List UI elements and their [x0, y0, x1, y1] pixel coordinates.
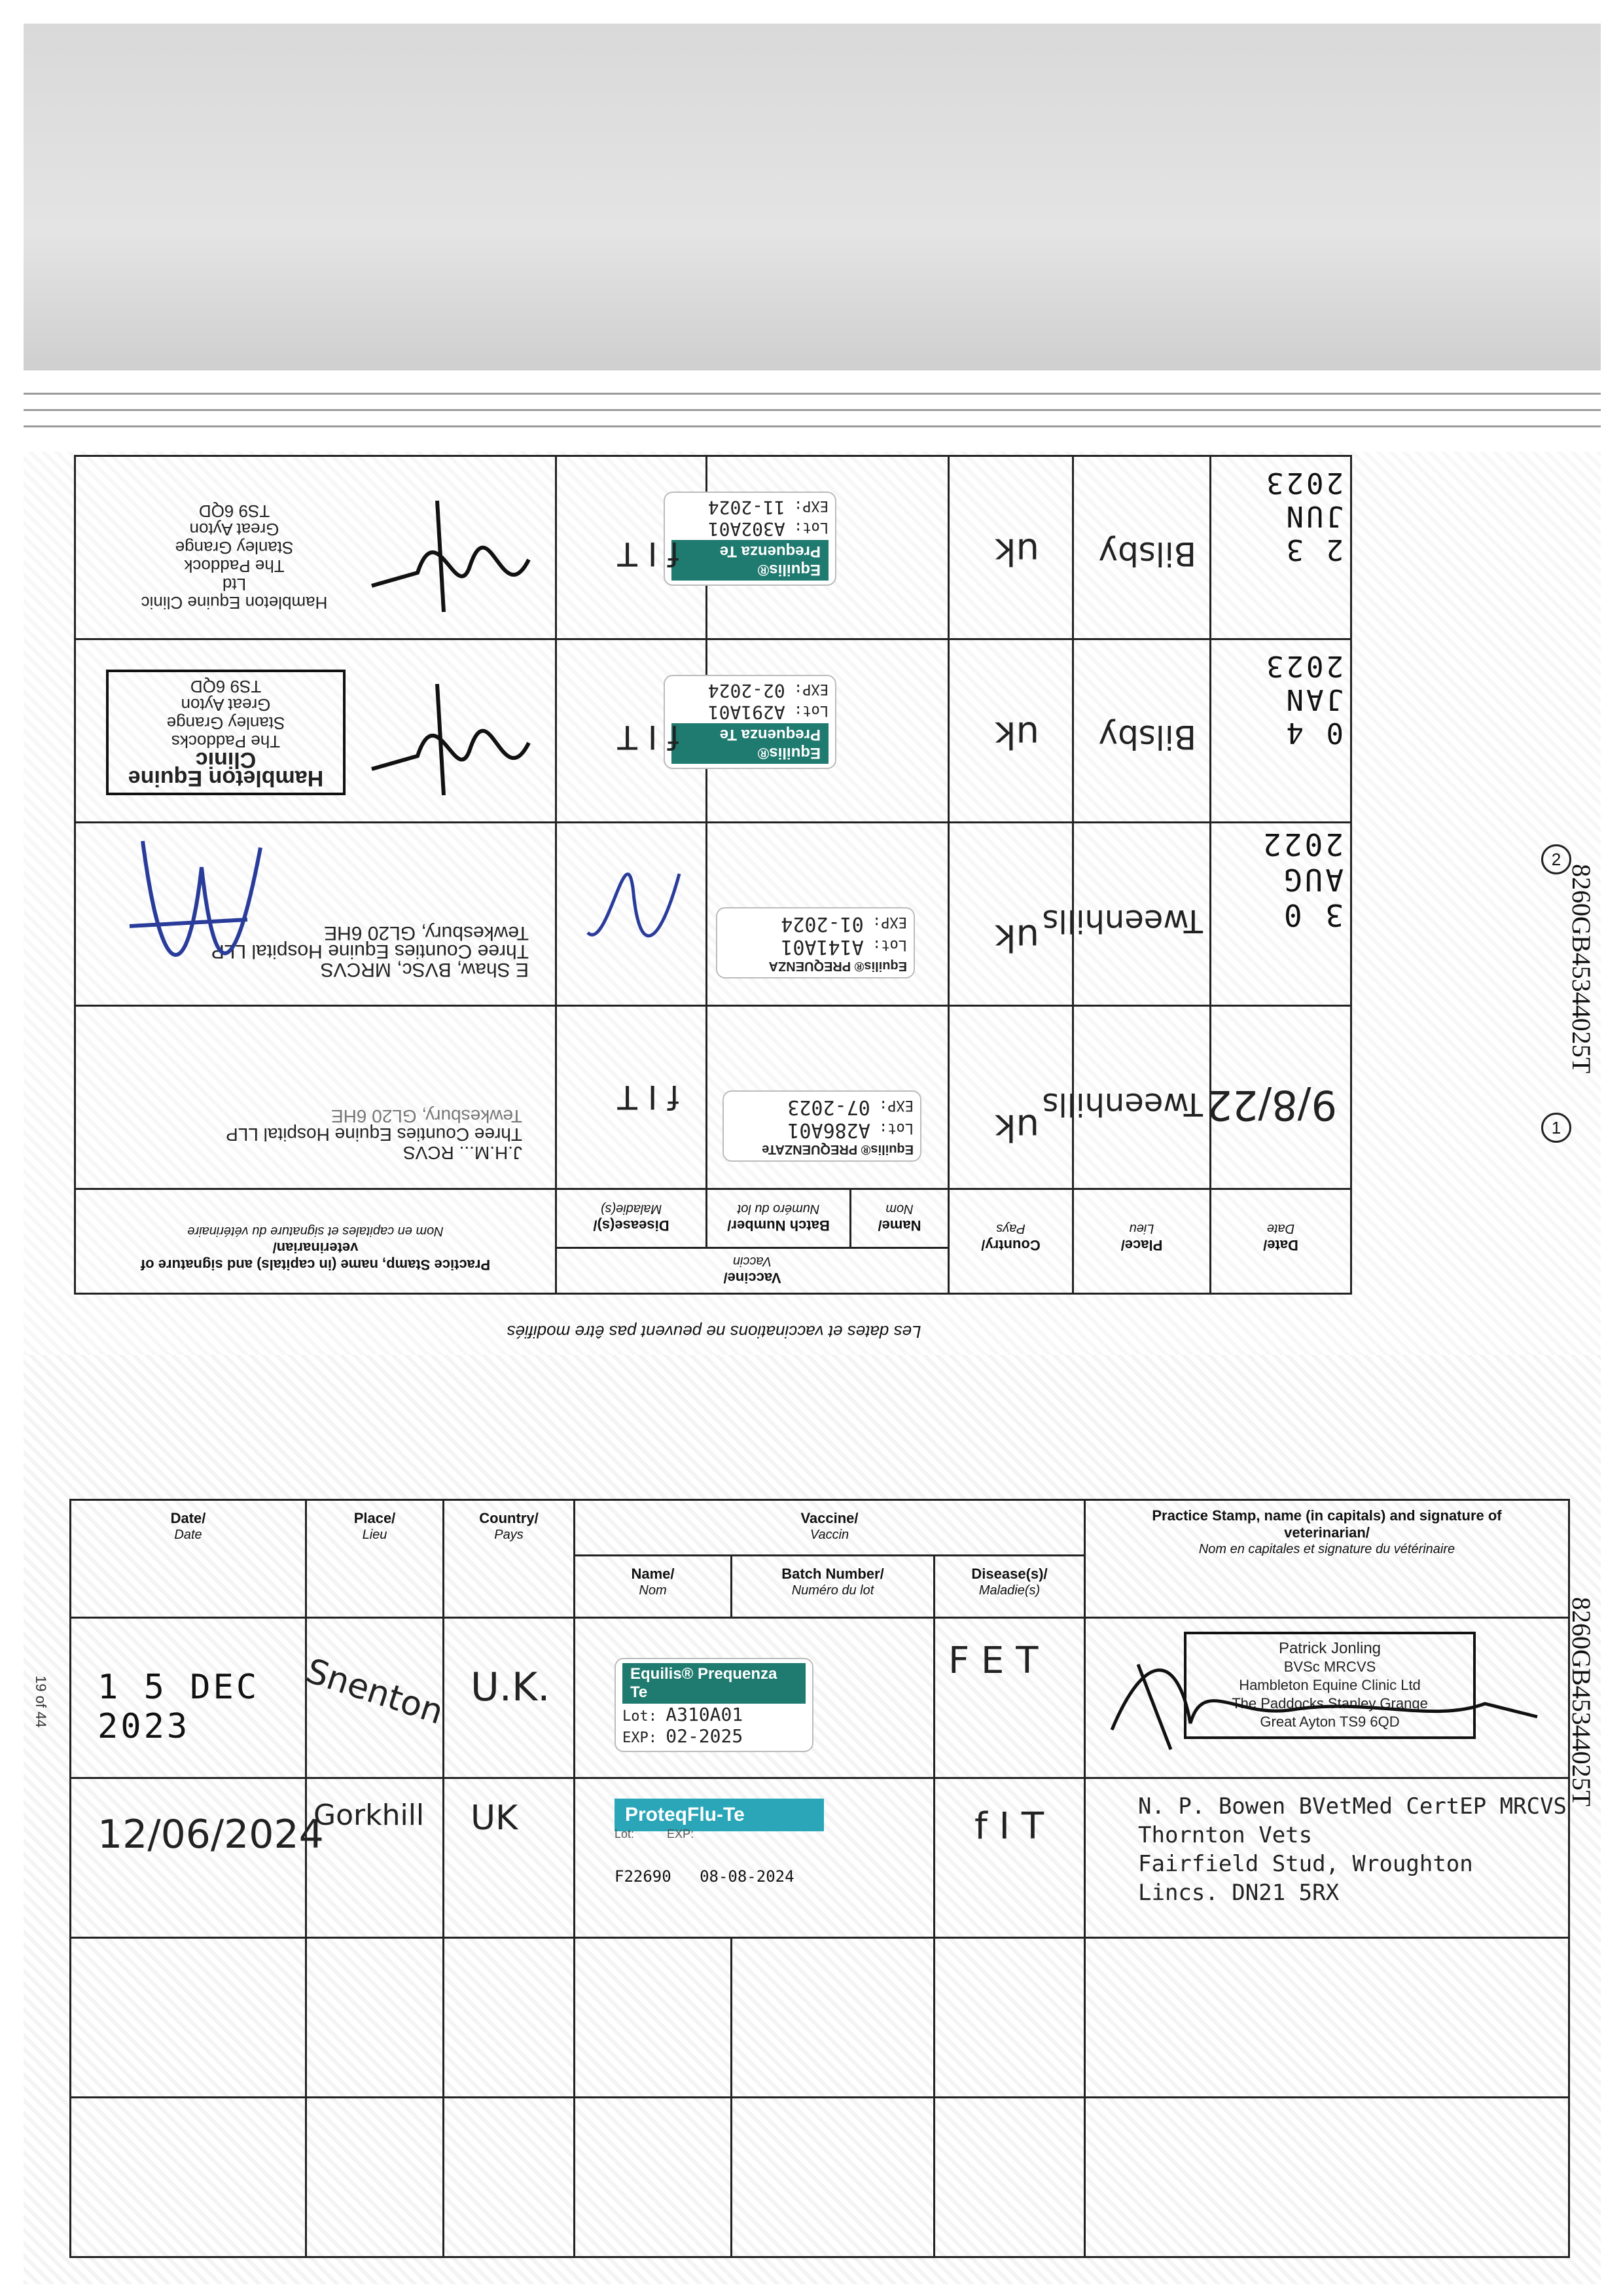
signature — [359, 677, 542, 808]
place-cell[interactable] — [306, 2097, 444, 2257]
header-vaccine: Vaccine/ Vaccin — [575, 1500, 1085, 1556]
stamp-cell — [75, 1006, 556, 1189]
circled-mark-2: 2 — [1541, 844, 1571, 874]
document-id-upper: 8260GB45344025T — [1567, 864, 1596, 1073]
signature — [359, 494, 542, 625]
signature — [1092, 1625, 1563, 1756]
date-cell: 0 4 JAN 2023 — [1211, 639, 1351, 823]
vaccine-cell — [707, 1006, 949, 1189]
name-cell[interactable] — [575, 2097, 732, 2257]
header-batch: Batch Number/ Numéro du lot — [707, 1189, 851, 1248]
table-row — [75, 1006, 1351, 1189]
stamp-cell — [75, 639, 556, 823]
vaccine-cell — [575, 1618, 935, 1778]
page-edge — [24, 393, 1601, 395]
header-name: Name/ Nom — [851, 1189, 949, 1248]
vaccine-sticker: Equilis® PREQUENZATe Lot: A286A01 EXP: 07-2023 — [722, 1090, 921, 1162]
place-cell: Snenton — [306, 1618, 444, 1778]
page-edge — [24, 425, 1601, 427]
vaccine-sticker: Equilis® Prequenza Te Lot: A302A01 EXP: 11-2024 — [664, 492, 836, 586]
batch-cell[interactable] — [732, 1937, 935, 2097]
country-cell[interactable] — [444, 1937, 575, 2097]
page-edge — [24, 409, 1601, 411]
vaccine-sticker: ProteqFlu-Te Lot: EXP: F22690 08-08-2024 — [615, 1799, 824, 1886]
header-vaccine: Vaccine/ Vaccin — [556, 1248, 949, 1294]
place-cell: Bilsby — [1073, 639, 1211, 823]
date-cell[interactable] — [71, 2097, 306, 2257]
vaccine-sticker: Equilis® PREQUENZA Lot: A141A01 EXP: 01-2024 — [716, 907, 915, 978]
country-cell: uk — [949, 823, 1073, 1006]
place-cell: Tweenhills — [1073, 823, 1211, 1006]
place-cell[interactable] — [306, 1937, 444, 2097]
table-row — [71, 1778, 1569, 1937]
stamp-cell — [1085, 1618, 1569, 1778]
table-row — [75, 639, 1351, 823]
country-cell: UK — [444, 1778, 575, 1937]
header-stamp: Practice Stamp, name (in capitals) and signature of veterinarian/ Nom en capitales et signature du vétérinaire — [75, 1189, 556, 1294]
vet-stamp: N. P. Bowen BVetMed CertEP MRCVS Thornton Vets Fairfield Stud, Wroughton Lincs. DN21 5RX — [1138, 1793, 1567, 1906]
lower-passport-page — [24, 1355, 1601, 2284]
upper-passport-page — [24, 452, 1601, 1355]
country-cell: uk — [949, 639, 1073, 823]
date-cell[interactable] — [71, 1937, 306, 2097]
disease-cell: f I T — [556, 456, 707, 639]
name-cell[interactable] — [575, 1937, 732, 2097]
stamp-cell — [75, 823, 556, 1006]
table-row — [75, 823, 1351, 1006]
table-row — [71, 1618, 1569, 1778]
vet-stamp: E Shaw, BVSc, MRCVS Three Counties Equine Hospital LLP Tewkesbury, GL20 6HE — [211, 922, 529, 980]
stamp-cell — [75, 456, 556, 639]
vet-stamp: Hambleton Equine Clinic The Paddocks Stanley Grange Great Ayton TS9 6QD — [106, 670, 346, 795]
vaccine-cell — [707, 639, 949, 823]
disease-cell[interactable] — [935, 2097, 1085, 2257]
vaccine-sticker: Equilis® Prequenza Te Lot: A310A01 EXP: 02-2025 — [615, 1658, 813, 1752]
circled-mark-1: 1 — [1541, 1113, 1571, 1143]
vaccine-cell — [707, 456, 949, 639]
disease-cell: f I T — [556, 1006, 707, 1189]
header-disease: Disease(s)/ Maladie(s) — [556, 1189, 707, 1248]
country-cell[interactable] — [444, 2097, 575, 2257]
header-country: Country/ Pays — [949, 1189, 1073, 1294]
date-cell: 9/8/22 — [1211, 1006, 1351, 1189]
disease-cell: F E T — [935, 1618, 1085, 1778]
vaccine-sticker: Equilis® Prequenza Te Lot: A291A01 EXP: 02-2024 — [664, 675, 836, 769]
stamp-cell — [1085, 1778, 1569, 1937]
place-cell: Bilsby — [1073, 456, 1211, 639]
page-number: 19 of 44 — [33, 1676, 49, 1728]
country-cell: uk — [949, 1006, 1073, 1189]
header-stamp: Practice Stamp, name (in capitals) and signature of veterinarian/ Nom en capitales et signature du vétérinaire — [1085, 1500, 1569, 1618]
table-row — [71, 1937, 1569, 2097]
place-cell: Tweenhills — [1073, 1006, 1211, 1189]
date-cell: 1 5 DEC 2023 — [71, 1618, 306, 1778]
stamp-cell[interactable] — [1085, 1937, 1569, 2097]
table-row — [71, 2097, 1569, 2257]
header-place: Place/ Lieu — [1073, 1189, 1211, 1294]
stamp-cell[interactable] — [1085, 2097, 1569, 2257]
disease-cell: f I T — [935, 1778, 1085, 1937]
vaccine-cell — [707, 823, 949, 1006]
vet-stamp: Patrick Jonling BVSc MRCVS Hambleton Equine Clinic Ltd The Paddocks Stanley Grange Great Ayton TS9 6QD — [1184, 1632, 1476, 1739]
signature — [116, 828, 274, 998]
vaccine-cell — [575, 1778, 935, 1937]
disease-cell[interactable] — [935, 1937, 1085, 2097]
disease-cell — [556, 823, 707, 1006]
date-cell: 2 3 JUN 2023 — [1211, 456, 1351, 639]
date-cell: 3 0 AUG 2022 — [1211, 823, 1351, 1006]
place-cell: Gorkhill — [306, 1778, 444, 1937]
vet-stamp: Hambleton Equine Clinic Ltd The Paddock Stanley Grange Great Ayton TS9 6QD — [141, 501, 328, 613]
upper-vaccination-table — [74, 455, 1352, 1295]
lower-vaccination-table — [69, 1499, 1570, 2258]
header-name: Name/ Nom — [575, 1555, 732, 1618]
disease-cell: f I T — [556, 639, 707, 823]
table-row — [75, 456, 1351, 639]
header-date: Date/ Date — [71, 1500, 306, 1618]
country-cell: U.K. — [444, 1618, 575, 1778]
upper-notice: Les dates et vaccinations ne peuvent pas être modifiés — [507, 1322, 921, 1342]
country-cell: uk — [949, 456, 1073, 639]
handwritten-initials — [568, 854, 699, 972]
batch-cell[interactable] — [732, 2097, 935, 2257]
vet-stamp: J.H.M... RCVS Three Counties Equine Hospital LLP Tewkesbury, GL20 6HE — [226, 1106, 522, 1163]
document-id-lower: 8260GB45344025T — [1567, 1597, 1596, 1806]
header-disease: Disease(s)/ Maladie(s) — [935, 1555, 1085, 1618]
header-date: Date/ Date — [1211, 1189, 1351, 1294]
header-country: Country/ Pays — [444, 1500, 575, 1618]
header-batch: Batch Number/ Numéro du lot — [732, 1555, 935, 1618]
header-place: Place/ Lieu — [306, 1500, 444, 1618]
date-cell: 12/06/2024 — [71, 1778, 306, 1937]
scanner-background — [24, 24, 1601, 370]
blurred-instruction — [220, 1381, 1398, 1398]
